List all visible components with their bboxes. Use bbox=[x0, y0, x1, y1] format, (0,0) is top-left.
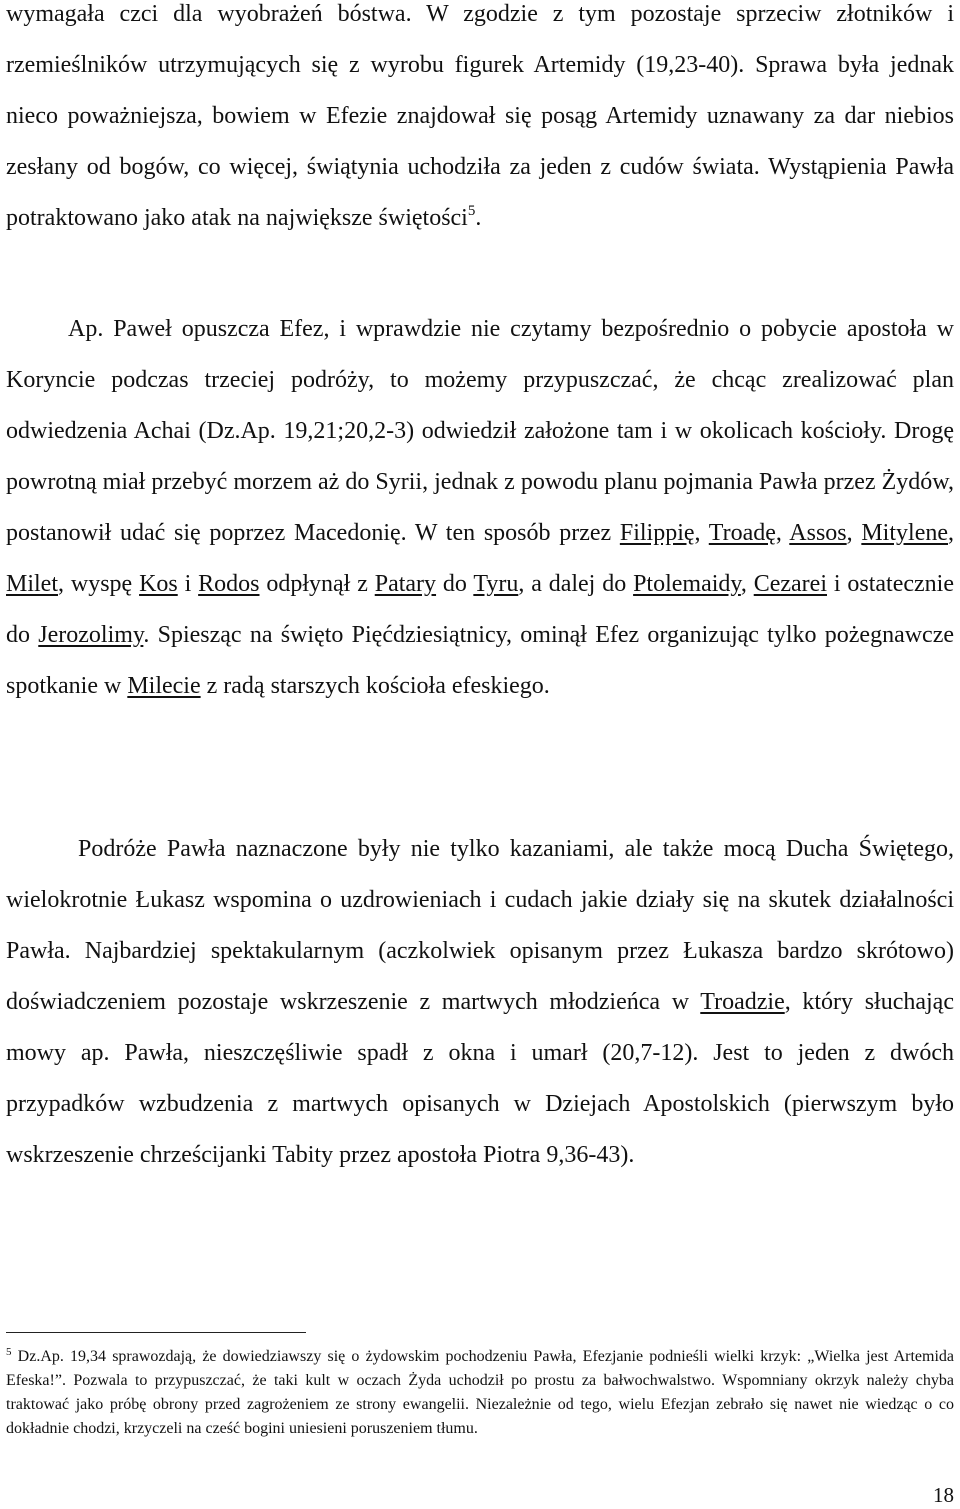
text-segment: Podróże Pawła naznaczone były nie tylko kazaniami, ale także mocą Ducha Świętego, wielokrotnie Łukasz wspomina o uzdrowieniach i cudach jakie działy się na skutek działalności Pawła. Najbardziej spektakularnym (aczkolwiek opisanym przez Łukasza bardzo skrótowo) doświadczeniem pozostaje wskrzeszenie z martwych młodzieńca w bbox=[6, 836, 954, 1015]
place-name-link: Milet bbox=[6, 571, 58, 597]
text-segment: , wyspę bbox=[58, 571, 140, 597]
text-segment: , który słuchając mowy ap. Pawła, nieszczęśliwie spadł z okna i umarł (20,7-12). Jest to jeden z dwóch przypadków wzbudzenia z martwych opisanych w Dziejach Apostolskich (pierwszym było wskrzeszenie chrześcijanki Tabity przez apostoła Piotra 9,36-43). bbox=[6, 989, 954, 1168]
text-segment: , bbox=[846, 520, 862, 546]
place-name-link: Rodos bbox=[198, 571, 260, 597]
text-segment: , bbox=[775, 520, 790, 546]
place-name-link: Jerozolimy bbox=[38, 622, 144, 648]
text-segment: , bbox=[740, 571, 754, 597]
place-name-link: Milecie bbox=[127, 673, 201, 699]
footnote bbox=[6, 1345, 954, 1441]
text-segment: i ostatecznie do bbox=[6, 571, 955, 648]
page-number: 18 bbox=[933, 1483, 954, 1507]
place-name-link: Filippię bbox=[619, 520, 695, 546]
place-name-link: Kos bbox=[139, 571, 178, 597]
text-segment: , bbox=[948, 520, 954, 546]
text-segment: z radą starszych kościoła efeskiego. bbox=[200, 673, 550, 699]
footnote-text: Dz.Ap. 19,34 sprawozdają, że dowiedziawszy się o żydowskim pochodzeniu Pawła, Efezjanie podnieśli wielki krzyk: „Wielka jest Artemida Efeska!”. Pozwala to przypuszczać, że taki kult w oczach Żyda uchodził po prostu za bałwochwalstwo. Wspomniany okrzyk należy chyba traktować jako próbę obrony przed zagrożeniem ze strony ewangelii. Niezależnie od tego, wielu Efezjan zebrało się nawet nie wiedząc o co dokładnie chodzi, krzyczeli na cześć bogini uniesieni poruszeniem tłumu. bbox=[6, 1348, 954, 1437]
paragraph-3 bbox=[6, 824, 954, 1181]
text-segment: do bbox=[436, 571, 474, 597]
paragraph-2 bbox=[6, 304, 954, 712]
text-segment: odpłynął z bbox=[259, 571, 375, 597]
place-name-link: Ptolemaidy bbox=[633, 571, 741, 597]
place-name-link: Tyru bbox=[473, 571, 519, 597]
text-segment: i bbox=[177, 571, 199, 597]
text-segment: . bbox=[475, 205, 482, 231]
place-name-link: Assos bbox=[789, 520, 847, 546]
text-segment: wymagała czci dla wyobrażeń bóstwa. W zgodzie z tym pozostaje sprzeciw złotników i rzemieślników utrzymujących się z wyrobu figurek Artemidy (19,23-40). Sprawa była jednak nieco poważniejsza, bowiem w Efezie znajdował się posąg Artemidy uznawany za dar niebios zesłany od bogów, co więcej, świątynia uchodziła za jeden z cudów świata. Wystąpienia Pawła potraktowano jako atak na największe świętości bbox=[6, 1, 954, 231]
paragraph-1 bbox=[6, 0, 954, 244]
text-segment: Ap. Paweł opuszcza Efez, i wprawdzie nie czytamy bezpośrednio o pobycie apostoła w Koryncie podczas trzeciej podróży, to możemy przypuszczać, że chcąc zrealizować plan odwiedzenia Achai (Dz.Ap. 19,21;20,2-3) odwiedził założone tam i w okolicach kościoły. Drogę powrotną miał przebyć morzem aż do Syrii, jednak z powodu planu pojmania Pawła przez Żydów, postanowił udać się poprzez Macedonię. W ten sposób przez bbox=[6, 316, 954, 546]
place-name-link: Mitylene bbox=[861, 520, 948, 546]
footnote-separator bbox=[6, 1332, 306, 1333]
text-segment: . Spiesząc na święto Pięćdziesiątnicy, ominął Efez organizując tylko pożegnawcze spotkanie w bbox=[6, 622, 955, 699]
place-name-link: Troadzie bbox=[700, 989, 785, 1015]
footnote-number: 5 bbox=[6, 1346, 12, 1358]
text-segment: , bbox=[694, 520, 709, 546]
text-segment: , a dalej do bbox=[518, 571, 634, 597]
place-name-link: Cezarei bbox=[753, 571, 827, 597]
place-name-link: Patary bbox=[374, 571, 437, 597]
place-name-link: Troadę bbox=[708, 520, 776, 546]
footnote-reference: 5 bbox=[467, 203, 476, 219]
